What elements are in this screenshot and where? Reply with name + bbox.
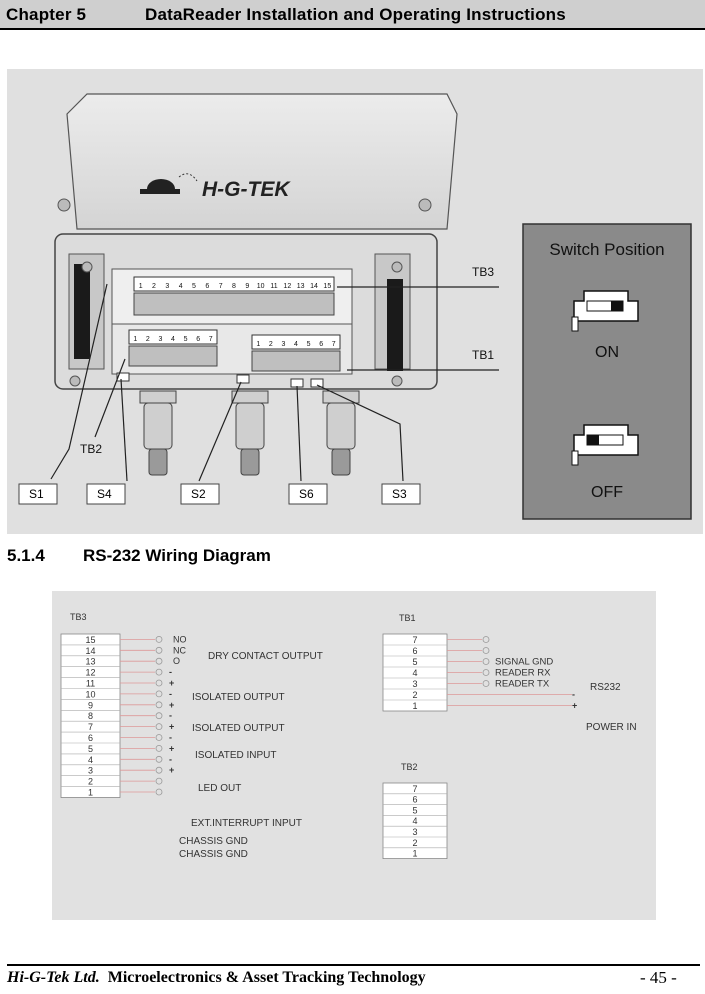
tb1-pin: 4 (412, 668, 418, 678)
tb3-pin: 6 (87, 733, 94, 743)
group-chassis-gnd-1: CHASSIS GND (179, 836, 248, 847)
tb3-pin-number: 12 (283, 283, 292, 290)
tb1-terminal (483, 681, 489, 687)
tb2-pin-number: 1 (133, 336, 138, 343)
group-isolated-output-2: ISOLATED OUTPUT (192, 723, 285, 734)
tb1-pin-number: 2 (268, 341, 273, 348)
tb3-pin-number: 3 (165, 283, 170, 290)
switch-off-label: OFF (591, 484, 623, 501)
label-tb1: TB1 (472, 348, 495, 362)
tb3-pin-number: 15 (323, 283, 332, 290)
switch-position-panel (523, 224, 691, 519)
group-ext-interrupt-input: EXT.INTERRUPT INPUT (191, 818, 302, 829)
datareader-photo-figure (7, 69, 703, 534)
tb3-terminal (156, 691, 162, 697)
group-dry-contact-output: DRY CONTACT OUTPUT (208, 651, 323, 662)
company-name: Hi-G-Tek Ltd. (7, 969, 100, 986)
group-chassis-gnd-2: CHASSIS GND (179, 849, 248, 860)
tb1-signal-label: READER TX (495, 678, 550, 690)
tb1-signal-label: SIGNAL GND (495, 656, 554, 668)
tb3-terminal (156, 767, 162, 773)
tb1-signal-label: READER RX (495, 667, 551, 679)
tb3-terminal (156, 789, 162, 795)
tb1-pin-number: 6 (319, 341, 324, 348)
tb3-pin-number: 10 (256, 283, 265, 290)
tb2-pin-number: 3 (158, 336, 163, 343)
page-number: - 45 - (640, 968, 677, 987)
tb3-polarity: - (169, 667, 172, 678)
tb3-title: TB3 (70, 612, 87, 622)
tb3-pin-number: 11 (270, 283, 278, 290)
tb3-terminal (156, 702, 162, 708)
tb3-pin-number: 1 (138, 283, 143, 290)
tb1-polarity: + (572, 700, 578, 711)
tb3-terminal (156, 756, 162, 762)
tb3-polarity: + (169, 699, 175, 710)
label-tb3: TB3 (472, 265, 495, 279)
tb3-pin: 8 (87, 711, 94, 722)
screw (419, 199, 431, 211)
tb3-pin: 3 (87, 765, 94, 776)
label-s1: S1 (29, 487, 44, 501)
tb2-block (383, 783, 447, 859)
tb3-polarity: + (169, 678, 175, 688)
tb2-pin: 3 (412, 827, 418, 837)
footer-company (7, 969, 426, 987)
label-s4: S4 (97, 487, 112, 501)
rs232-label: RS232 (590, 682, 621, 693)
tb1-pin-number: 3 (281, 341, 286, 348)
tb1-polarity: - (572, 689, 575, 700)
tb1-pin: 3 (412, 679, 418, 689)
chapter-title: DataReader Installation and Operating Instructions (145, 5, 566, 24)
label-tb2: TB2 (80, 442, 103, 456)
label-s3: S3 (392, 487, 407, 501)
right-gasket (387, 279, 403, 371)
tb3-pin-number: 4 (178, 283, 183, 290)
footer-rule (7, 964, 700, 966)
tb3-terminal (156, 735, 162, 741)
tb3-terminal (156, 647, 162, 653)
switch-s3 (311, 379, 323, 387)
tb2-pin: 1 (412, 848, 418, 859)
tb3-pin: 10 (85, 689, 96, 700)
tb2-pin-number: 7 (208, 336, 213, 343)
wiring-diagram-svg (52, 591, 656, 920)
tb3-terminal (156, 680, 162, 686)
switch-callouts (19, 484, 420, 504)
tb3-pin: 4 (87, 754, 94, 765)
tb2-pin: 4 (412, 816, 418, 827)
switch-s2 (237, 375, 249, 383)
tb3-contact-label: NC (173, 645, 186, 656)
page-header (0, 0, 705, 30)
tb1-block (383, 634, 577, 711)
tb3-polarity: - (169, 688, 172, 699)
tb3-pin-number: 9 (245, 283, 250, 290)
tb1-terminal (483, 670, 489, 676)
tb1-pin: 1 (412, 701, 418, 711)
company-tagline: Microelectronics & Asset Tracking Technology (107, 969, 426, 986)
tb3-terminal (156, 669, 162, 675)
tb3-pin: 9 (87, 700, 94, 711)
tb3-contact-label: O (173, 656, 181, 667)
tb1-pin: 6 (412, 646, 418, 656)
tb2-pin: 2 (412, 837, 418, 848)
group-led-out: LED OUT (198, 783, 242, 794)
tb3-group-labels (179, 651, 323, 860)
tb3-pin: 11 (85, 678, 96, 689)
tb1-pin: 2 (412, 690, 418, 700)
rs232-wiring-diagram (52, 591, 656, 920)
tb3-pin: 2 (87, 776, 94, 787)
tb3-contact-label: NO (173, 634, 187, 645)
tb3-terminal (156, 745, 162, 751)
tb1-pin-number: 1 (256, 341, 261, 348)
screw (58, 199, 70, 211)
tb3-pin-number: 13 (296, 283, 305, 290)
tb3-pin: 14 (85, 645, 96, 656)
switch-s6 (291, 379, 303, 387)
tb2-pin-number: 2 (145, 336, 150, 343)
tb2-title: TB2 (401, 762, 418, 772)
tb3-pin-numbers (139, 283, 332, 290)
enclosure-lid (67, 94, 457, 229)
label-s2: S2 (191, 487, 206, 501)
tb1-terminal (483, 659, 489, 665)
tb3-terminal (156, 778, 162, 784)
tb3-terminal (156, 724, 162, 730)
tb3-polarity: - (169, 732, 172, 743)
tb3-pin: 12 (85, 667, 96, 678)
tb2-pin-number: 6 (196, 336, 201, 343)
tb3-polarity: + (169, 721, 175, 732)
tb3-terminal (156, 636, 162, 642)
tb3-terminal (156, 713, 162, 719)
tb3-pin-number: 7 (218, 283, 223, 290)
chapter-number: Chapter 5 (6, 5, 87, 24)
power-in-label: POWER IN (586, 722, 637, 733)
tb3-pin-number: 8 (232, 283, 236, 290)
tb3-pin-number: 6 (205, 283, 210, 290)
tb3-screws (134, 293, 334, 315)
tb3-pin: 1 (87, 787, 94, 798)
section-number: 5.1.4 (7, 546, 45, 565)
tb3-pin-number: 5 (192, 283, 196, 290)
tb2-pin: 5 (412, 805, 418, 816)
tb3-pin-number: 14 (310, 283, 318, 290)
tb1-pin: 7 (412, 635, 418, 645)
section-heading (7, 546, 271, 566)
tb1-terminal (483, 648, 489, 654)
left-gasket (74, 264, 90, 359)
tb3-terminal (156, 658, 162, 664)
tb2-pin-number: 5 (183, 336, 188, 343)
tb3-pin: 5 (87, 743, 94, 754)
tb2-pin: 6 (412, 794, 418, 805)
tb3-polarity: - (169, 710, 172, 721)
tb2-pin: 7 (412, 783, 418, 794)
tb3-pin: 15 (85, 634, 96, 645)
tb1-pin-number: 5 (306, 341, 311, 348)
label-s6: S6 (299, 487, 314, 501)
datareader-enclosure-illustration (7, 69, 703, 534)
tb1-pin: 5 (412, 657, 418, 667)
tb3-block (61, 634, 187, 798)
tb3-polarity: - (169, 754, 172, 765)
logo-text: H-G-TEK (202, 178, 290, 201)
tb3-pin-number: 2 (152, 283, 156, 290)
group-isolated-output-1: ISOLATED OUTPUT (192, 692, 285, 703)
tb1-pin-number: 4 (294, 341, 298, 348)
tb3-pin: 13 (85, 656, 96, 667)
tb2-pin-number: 4 (171, 336, 175, 343)
tb3-polarity: + (169, 743, 175, 754)
group-isolated-input: ISOLATED INPUT (195, 750, 277, 761)
tb3-polarity: + (169, 765, 175, 776)
cable-glands (140, 391, 359, 475)
tb3-pin: 7 (87, 722, 94, 733)
tb1-pin-number: 7 (331, 341, 336, 348)
tb1-title: TB1 (399, 613, 416, 623)
section-title-text: RS-232 Wiring Diagram (83, 546, 271, 565)
tb1-terminal (483, 637, 489, 643)
switch-on-label: ON (595, 344, 619, 361)
switch-panel-title: Switch Position (549, 240, 665, 259)
